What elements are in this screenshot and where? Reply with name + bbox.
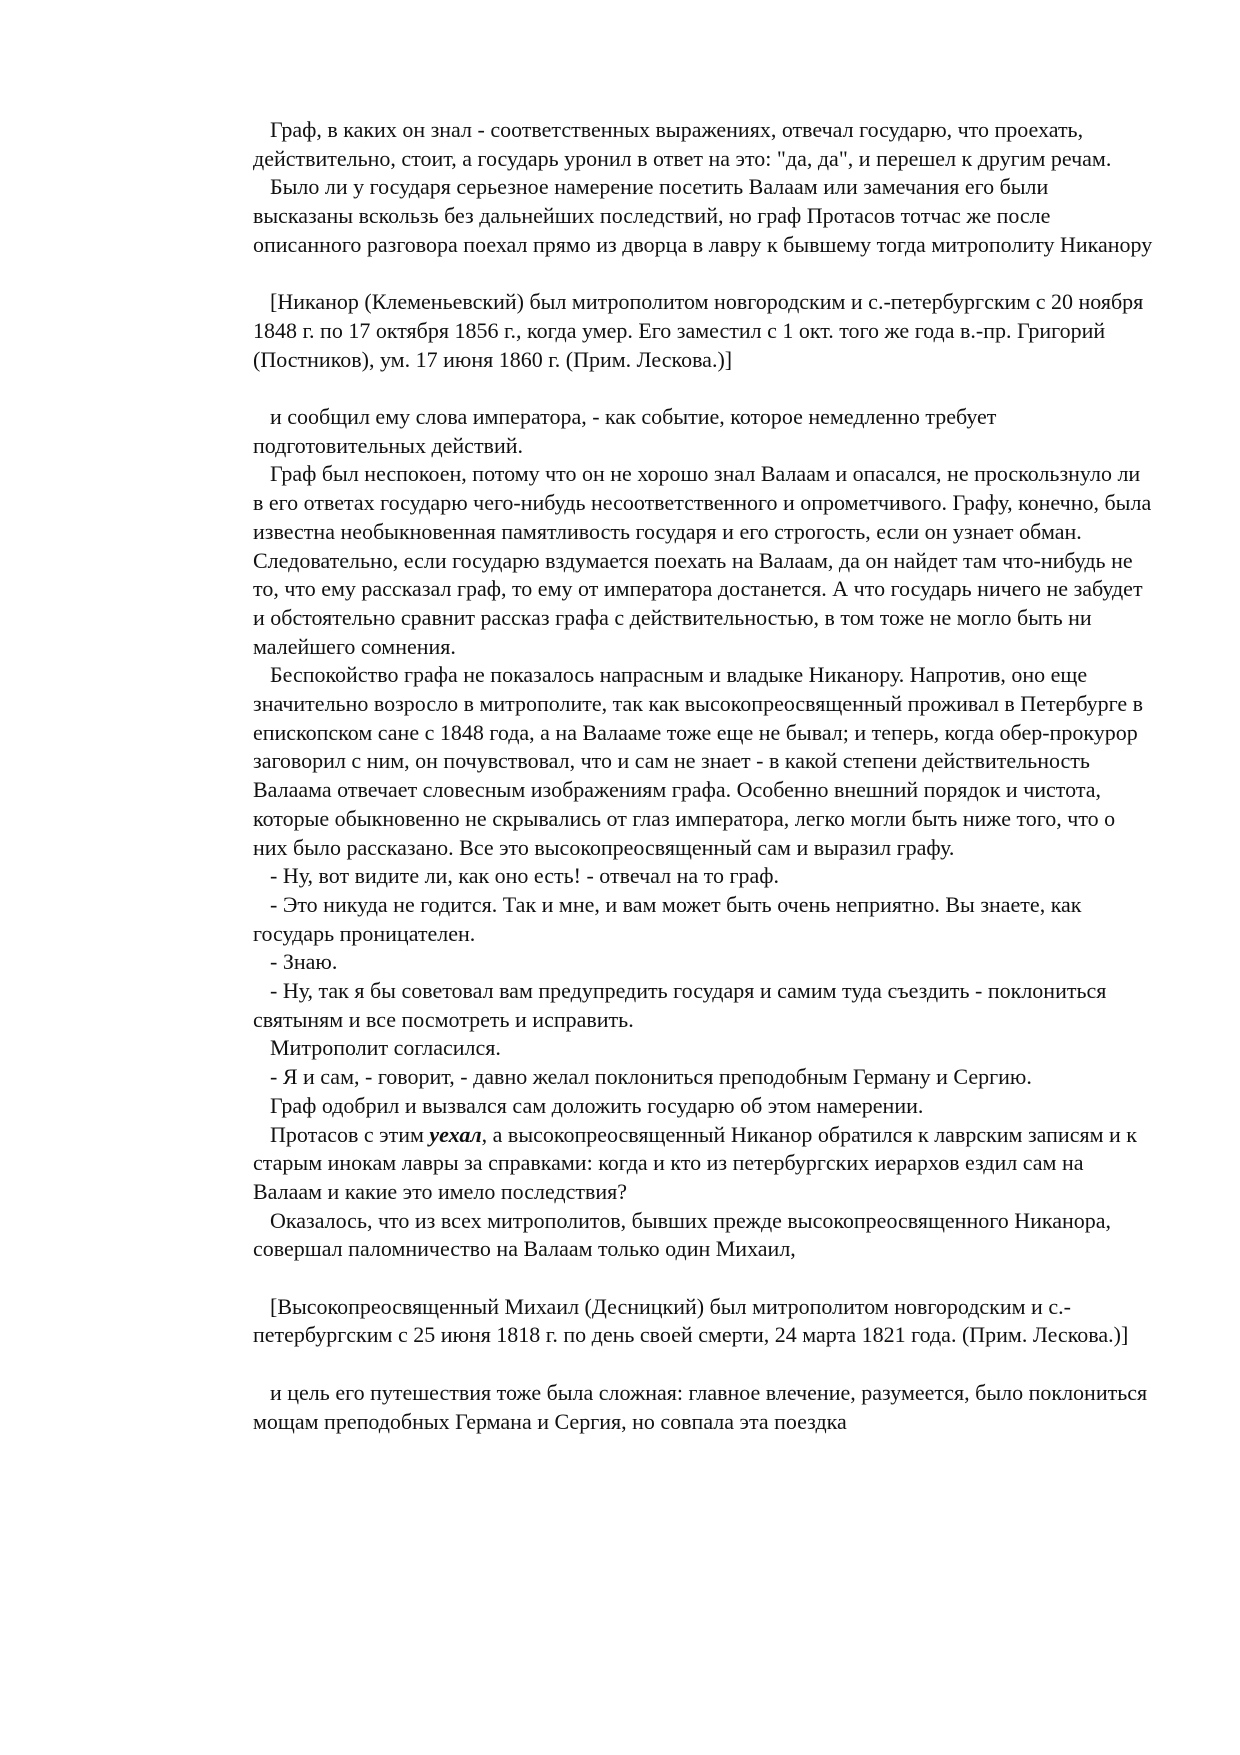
text-run: Протасов с этим — [270, 1121, 430, 1147]
paragraph: Беспокойство графа не показалось напрасным и владыке Никанору. Напротив, оно еще значительно возросло в митрополите, так как высокопреосвященный проживал в Петербурге в епископском сане с 1848 года, а на Валааме тоже еще не бывал; и теперь, когда обер-прокурор заговорил с ним, он почувствовал, что и сам не знает - в какой степени действительность Валаама отвечает словесным изображениям графа. Особенно внешний порядок и чистота, которые обыкновенно не скрывались от глаз императора, легко могли быть ниже того, что о них было рассказано. Все это высокопреосвященный сам и выразил графу. — [253, 662, 1144, 860]
paragraph: Граф, в каких он знал - соответственных выражениях, отвечал государю, что проехать, действительно, стоит, а государь уронил в ответ на это: "да, да", и перешел к другим речам. — [253, 117, 1112, 171]
paragraph: и цель его путешествия тоже была сложная: главное влечение, разумеется, было поклониться мощам преподобных Германа и Сергия, но совпала эта поездка — [253, 1379, 1148, 1434]
dialogue-line: - Знаю. — [270, 949, 338, 975]
footnote: [Никанор (Клеменьевский) был митрополитом новгородским и с.-петербургским с 20 ноября 1848 г. по 17 октября 1856 г., когда умер. Его заместил с 1 окт. того же года в.-пр. Григорий (Постников), ум. 17 июня 1860 г. (Прим. Лескова.)] — [253, 289, 1144, 372]
paragraph: Было ли у государя серьезное намерение посетить Валаам или замечания его были высказаны вскользь без дальнейших последствий, но граф Протасов тотчас же после описанного разговора поехал прямо из дворца в лавру к бывшему тогда митрополиту Никанору — [253, 174, 1153, 257]
dialogue-line: - Ну, вот видите ли, как оно есть! - отвечал на то граф. — [270, 863, 779, 889]
dialogue-line: - Ну, так я бы советовал вам предупредить государя и самим туда съездить - поклониться святыням и все посмотреть и исправить. — [253, 978, 1107, 1032]
footnote: [Высокопреосвященный Михаил (Десницкий) был митрополитом новгородским и с.-петербургским с 25 июня 1818 г. по день своей смерти, 24 марта 1821 года. (Прим. Лескова.)] — [253, 1293, 1129, 1348]
text-run: , а высокопреосвященный Никанор обратился к лаврским записям и к старым инокам лавры за справками: когда и кто из петербургских иерархов ездил сам на Валаам и какие это имело последствия? — [253, 1121, 1137, 1204]
dialogue-line: - Это никуда не годится. Так и мне, и вам может быть очень неприятно. Вы знаете, как государь проницателен. — [253, 891, 1082, 946]
paragraph: и сообщил ему слова императора, - как событие, которое немедленно требует подготовительных действий. — [253, 404, 997, 458]
emphasized-word: уехал — [429, 1121, 482, 1147]
dialogue-line: - Я и сам, - говорит, - давно желал поклониться преподобным Герману и Сергию. — [270, 1064, 1032, 1090]
text-column — [253, 116, 1153, 1436]
paragraph: Граф одобрил и вызвался сам доложить государю об этом намерении. — [270, 1092, 924, 1118]
paragraph: Оказалось, что из всех митрополитов, бывших прежде высокопреосвященного Никанора, совершал паломничество на Валаам только один Михаил, — [253, 1207, 1112, 1262]
paragraph: Граф был неспокоен, потому что он не хорошо знал Валаам и опасался, не проскользнуло ли в его ответах государю чего-нибудь несоответственного и опрометчивого. Графу, конечно, была известна необыкновенная памятливость государя и его строгость, если он узнает обман. Следовательно, если государю вздумается поехать на Валаам, да он найдет там что-нибудь не то, что ему рассказал граф, то ему от императора достанется. А что государь ничего не забудет и обстоятельно сравнит рассказ графа с действительностью, в том тоже не могло быть ни малейшего сомнения. — [253, 461, 1152, 659]
paragraph: Митрополит согласился. — [270, 1035, 501, 1061]
paragraph-with-emphasis — [253, 1121, 1153, 1207]
